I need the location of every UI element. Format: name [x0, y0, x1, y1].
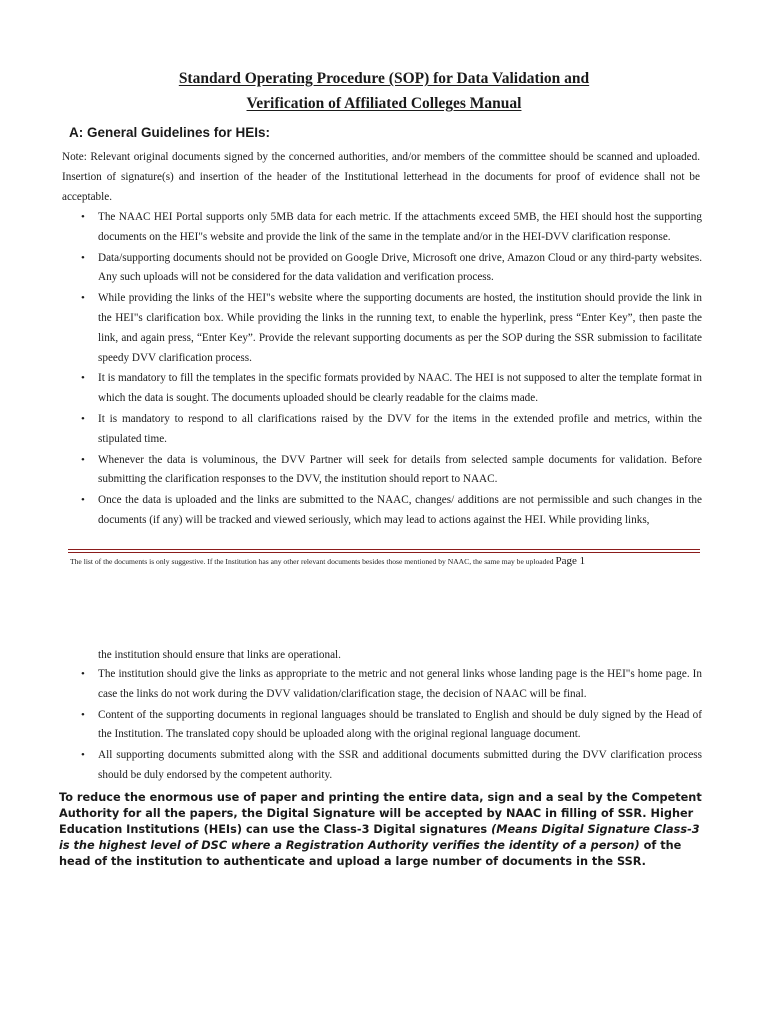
footer-note-text: The list of the documents is only suggestive. If the Institution has any other relevant documents besides those mentioned by NAAC, the same may be uploaded: [70, 557, 554, 566]
bullet-icon: •: [81, 211, 85, 223]
bullet-icon: •: [81, 412, 85, 425]
bullet-icon: •: [81, 372, 85, 385]
page-number: Page 1: [555, 555, 586, 567]
bullet-icon: •: [81, 292, 85, 305]
list-item-text: Data/supporting documents should not be provided on Google Drive, Microsoft one drive, Amazon Cloud or any third-party websites. Any such uploads will not be considered for the data validation and verification process.: [98, 251, 702, 284]
list-item: [62, 289, 702, 368]
continuation-text: the institution should ensure that links are operational.: [98, 649, 341, 661]
list-item: [62, 746, 702, 786]
list-item-text: While providing the links of the HEI"s website where the supporting documents are hosted, the institution should provide the link in the HEI"s clarification box. While providing the links in the running text, to enable the hyperlink, press “Enter Key”, then paste the link, and again press, “Enter Key”. Provide the relevant supporting documents as per the SOP during the SSR submission to facilitate speedy DVV clarification process.: [98, 292, 702, 364]
list-item-text: Whenever the data is voluminous, the DVV Partner will seek for details from selected sample documents for validation. Before submitting the clarification responses to the DVV, the institution should report to NAAC.: [98, 453, 702, 486]
list-item-text: The NAAC HEI Portal supports only 5MB data for each metric. If the attachments exceed 5MB, the HEI should host the supporting documents on the HEI"s website and provide the link of the same in the template and/or in the HEI-DVV clarification response.: [98, 211, 702, 243]
bullet-icon: •: [81, 708, 85, 721]
bullet-icon: •: [81, 251, 85, 264]
list-item-text: The institution should give the links as appropriate to the metric and not general links whose landing page is the HEI"s home page. In case the links do not work during the DVV validation/clarification stage, the decision of NAAC will be final.: [98, 668, 702, 700]
footer-divider-thin: [68, 552, 700, 553]
list-item: [62, 665, 702, 705]
closing-text-start: To reduce the enormous use of paper and printing the entire data, sign and a seal by the Competent Authority for all the papers, the Digital Signature will be accepted by NAAC in filling of SSR. Higher Education Institutions (HEIs) can use the Class-3 Digital signatures: [59, 791, 702, 836]
closing-text-end: of the head of the institution to authenticate and upload a large number of documents in the SSR.: [59, 839, 682, 868]
bullet-icon: •: [81, 494, 85, 507]
list-item-text: Content of the supporting documents in regional languages should be translated to English and should be duly signed by the Head of the Institution. The translated copy should be uploaded along with the original regional language document.: [98, 708, 702, 741]
guidelines-list-page2: [62, 665, 702, 787]
closing-text-italic: (Means Digital Signature Class-3 is the highest level of DSC where a Registration Authority verifies the identity of a person): [59, 823, 700, 852]
page-footer: [70, 555, 710, 568]
list-item: [62, 491, 702, 531]
list-item-text: All supporting documents submitted along with the SSR and additional documents submitted during the DVV clarification process should be duly endorsed by the competent authority.: [98, 749, 702, 781]
section-heading: A: General Guidelines for HEIs:: [69, 125, 271, 140]
bullet-icon: •: [81, 453, 85, 466]
list-item-text: It is mandatory to fill the templates in the specific formats provided by NAAC. The HEI is not supposed to alter the template format in which the data is sought. The documents uploaded should be clearly readable for the claims made.: [98, 372, 702, 405]
list-item: [62, 369, 702, 409]
document-title-line1: Standard Operating Procedure (SOP) for Data Validation and: [178, 70, 590, 87]
list-item-text: Once the data is uploaded and the links are submitted to the NAAC, changes/ additions are not permissible and such changes in the documents (if any) will be tracked and viewed seriously, which may lead to actions against the HEI. While providing links,: [98, 494, 702, 526]
bullet-icon: •: [81, 668, 85, 680]
list-item-text: It is mandatory to respond to all clarifications raised by the DVV for the items in the extended profile and metrics, within the stipulated time.: [98, 412, 702, 445]
list-item: [62, 249, 702, 289]
list-item: [62, 451, 702, 491]
list-item: [62, 706, 702, 746]
guidelines-list-page1: [62, 208, 702, 532]
note-paragraph: Note: Relevant original documents signed by the concerned authorities, and/or members of the committee should be scanned and uploaded. Insertion of signature(s) and insertion of the header of the Institutional letterhead in the documents for proof of evidence shall not be acceptable.: [62, 151, 700, 203]
list-item: [62, 208, 702, 248]
list-item: [62, 410, 702, 450]
footer-divider: [68, 549, 700, 550]
digital-signature-paragraph: [59, 790, 705, 870]
bullet-icon: •: [81, 749, 85, 762]
document-title-line2: Verification of Affiliated Colleges Manual: [246, 95, 522, 112]
